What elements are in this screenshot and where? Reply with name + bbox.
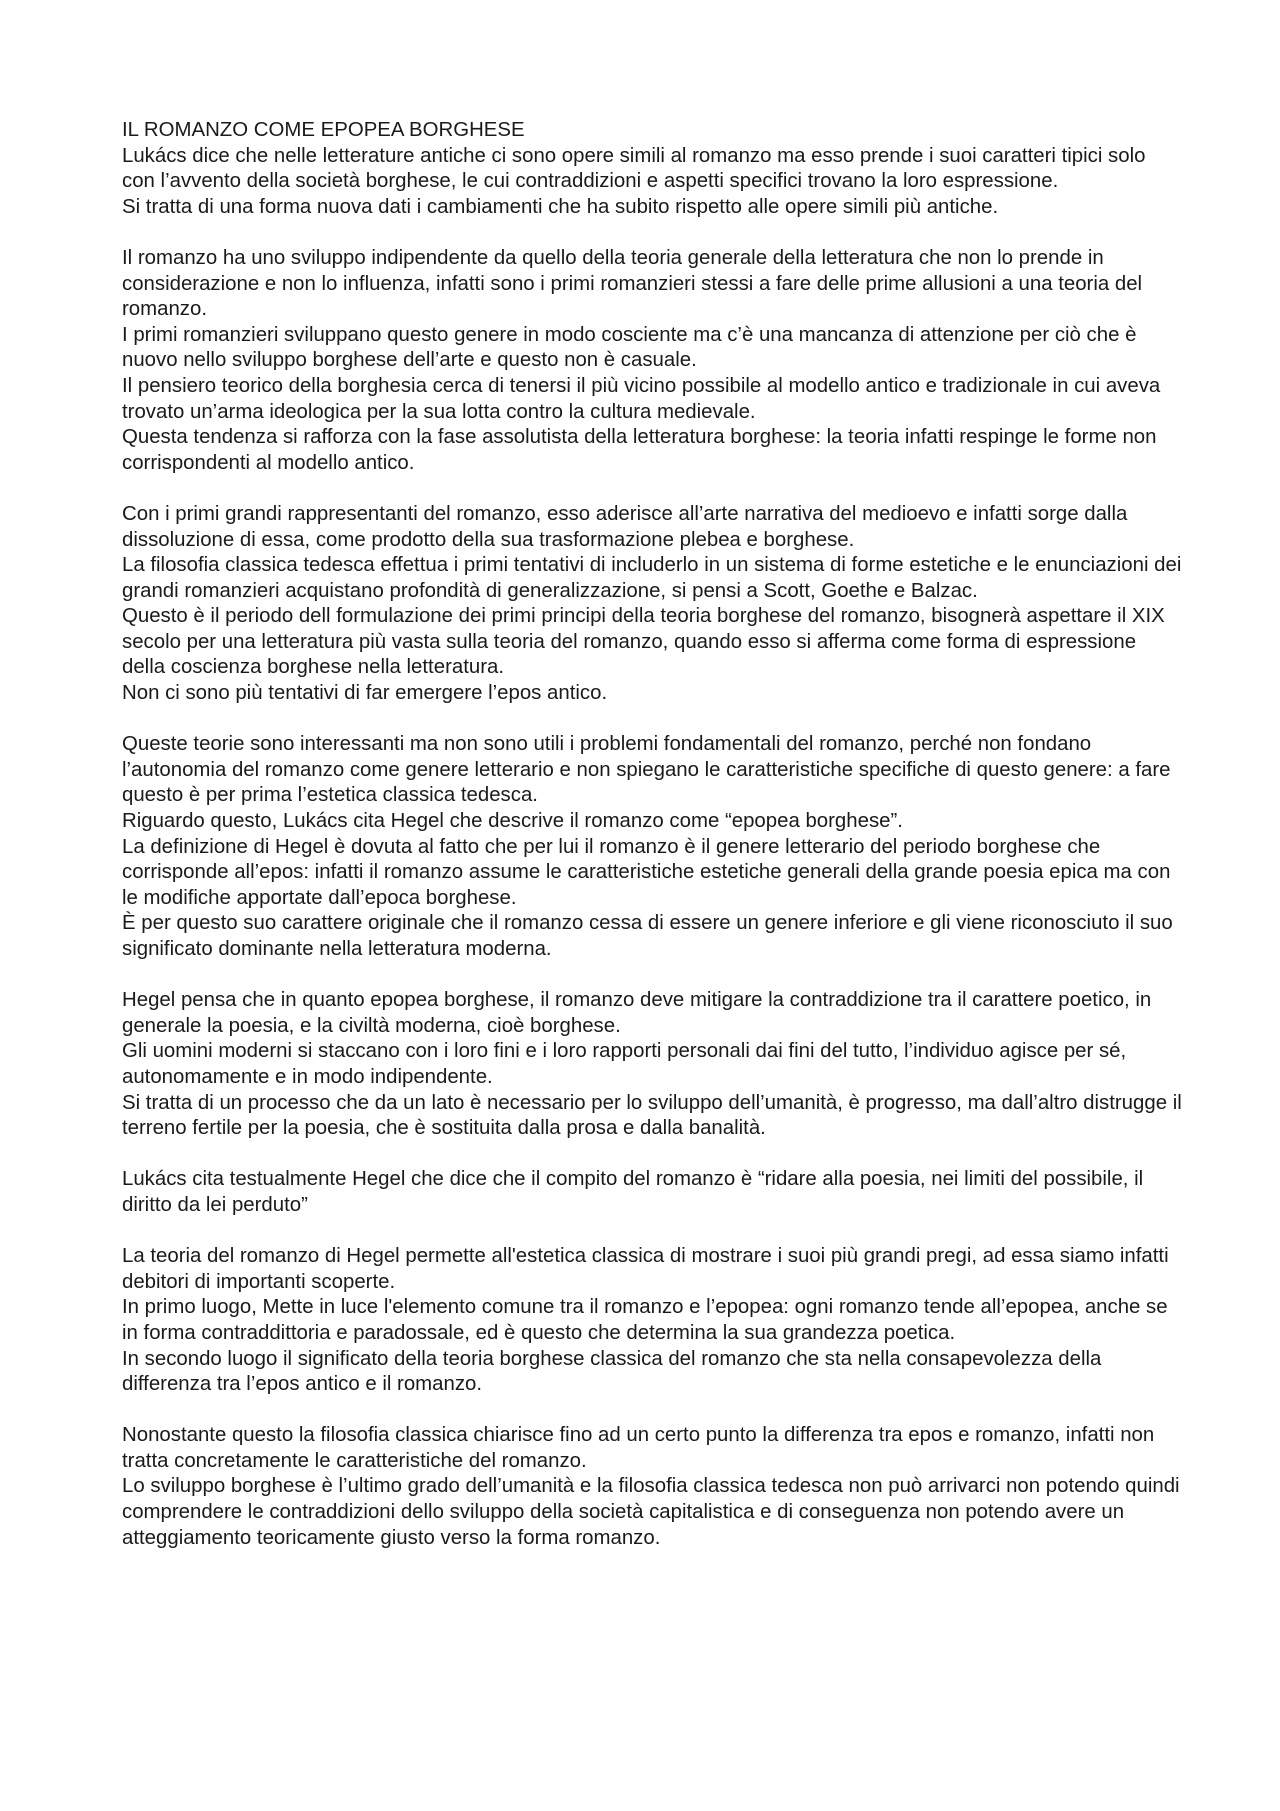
paragraph: La filosofia classica tedesca effettua i primi tentativi di includerlo in un sistema di forme estetiche e le enunciazioni dei grandi romanzieri acquistano profondità di generalizzazione, si pensi a Scott, Goethe e Balzac. — [122, 554, 1182, 602]
paragraph: La definizione di Hegel è dovuta al fatto che per lui il romanzo è il genere letterario del periodo borghese che corrisponde all’epos: infatti il romanzo assume le caratteristiche estetiche generali della grande poesia epica ma con le modifiche apportate dall’epoca borghese. — [122, 835, 1171, 909]
paragraph-block-2 — [122, 246, 1182, 476]
paragraph: La teoria del romanzo di Hegel permette all'estetica classica di mostrare i suoi più grandi pregi, ad essa siamo infatti debitori di importanti scoperte. — [122, 1245, 1169, 1293]
paragraph: Questa tendenza si rafforza con la fase assolutista della letteratura borghese: la teoria infatti respinge le forme non corrispondenti al modello antico. — [122, 426, 1157, 474]
paragraph-block-1 — [122, 144, 1182, 221]
paragraph: Non ci sono più tentativi di far emergere l’epos antico. — [122, 682, 608, 705]
paragraph: Con i primi grandi rappresentanti del romanzo, esso aderisce all’arte narrativa del medioevo e infatti sorge dalla dissoluzione di essa, come prodotto della sua trasformazione plebea e borghese. — [122, 502, 1128, 551]
paragraph: Riguardo questo, Lukács cita Hegel che descrive il romanzo come “epopea borghese”. — [122, 810, 903, 833]
paragraph-block-4 — [122, 732, 1182, 962]
paragraph: Nonostante questo la filosofia classica chiarisce fino ad un certo punto la differenza tra epos e romanzo, infatti non tratta concretamente le caratteristiche del romanzo. — [122, 1424, 1155, 1472]
paragraph: È per questo suo carattere originale che il romanzo cessa di essere un genere inferiore e gli viene riconosciuto il suo significato dominante nella letteratura moderna. — [122, 912, 1173, 960]
paragraph-block-5 — [122, 988, 1182, 1142]
paragraph: Lo sviluppo borghese è l’ultimo grado dell’umanità e la filosofia classica tedesca non può arrivarci non potendo quindi comprendere le contraddizioni dello sviluppo della società capitalistica e di conseguenza non potendo avere un atteggiamento teoricamente giusto verso la forma romanzo. — [122, 1475, 1180, 1549]
paragraph: Gli uomini moderni si staccano con i loro fini e i loro rapporti personali dai fini del tutto, l’individuo agisce per sé, autonomamente e in modo indipendente. — [122, 1040, 1127, 1088]
document-title: IL ROMANZO COME EPOPEA BORGHESE — [122, 119, 525, 141]
paragraph: Questo è il periodo dell formulazione dei primi principi della teoria borghese del romanzo, bisognerà aspettare il XIX secolo per una letteratura più vasta sulla teoria del romanzo, quando esso si afferma come forma di espressione della coscienza borghese nella letteratura. — [122, 605, 1165, 679]
paragraph: Il pensiero teorico della borghesia cerca di tenersi il più vicino possibile al modello antico e tradizionale in cui aveva trovato un’arma ideologica per la sua lotta contro la cultura medievale. — [122, 374, 1161, 423]
paragraph: I primi romanzieri sviluppano questo genere in modo cosciente ma c’è una mancanza di attenzione per ciò che è nuovo nello sviluppo borghese dell’arte e questo non è casuale. — [122, 323, 1137, 372]
paragraph: Il romanzo ha uno sviluppo indipendente da quello della teoria generale della letteratura che non lo prende in considerazione e non lo influenza, infatti sono i primi romanzieri stessi a fare delle prime allusioni a una teoria del romanzo. — [122, 246, 1143, 321]
paragraph: In primo luogo, Mette in luce l'elemento comune tra il romanzo e l’epopea: ogni romanzo tende all’epopea, anche se in forma contraddittoria e paradossale, ed è questo che determina la sua grandezza poetica. — [122, 1296, 1168, 1344]
paragraph: Hegel pensa che in quanto epopea borghese, il romanzo deve mitigare la contraddizione tra il carattere poetico, in generale la poesia, e la civiltà moderna, cioè borghese. — [122, 989, 1152, 1037]
document-page — [122, 118, 1182, 1577]
paragraph-block-8 — [122, 1423, 1182, 1551]
paragraph-block-7 — [122, 1244, 1182, 1398]
paragraph: Queste teorie sono interessanti ma non sono utili i problemi fondamentali del romanzo, perché non fondano l’autonomia del romanzo come genere letterario e non spiegano le caratteristiche specifiche di questo genere: a fare questo è per prima l’estetica classica tedesca. — [122, 733, 1171, 807]
paragraph: Si tratta di un processo che da un lato è necessario per lo sviluppo dell’umanità, è progresso, ma dall’altro distrugge il terreno fertile per la poesia, che è sostituita dalla prosa e dalla banalità. — [122, 1091, 1182, 1140]
paragraph: In secondo luogo il significato della teoria borghese classica del romanzo che sta nella consapevolezza della differenza tra l’epos antico e il romanzo. — [122, 1347, 1102, 1396]
paragraph-block-3 — [122, 502, 1182, 707]
paragraph: Si tratta di una forma nuova dati i cambiamenti che ha subito rispetto alle opere simili più antiche. — [122, 195, 999, 218]
paragraph: Lukács dice che nelle letterature antiche ci sono opere simili al romanzo ma esso prende i suoi caratteri tipici solo con l’avvento della società borghese, le cui contraddizioni e aspetti specifici trovano la loro espressione. — [122, 144, 1146, 193]
paragraph-block-6 — [122, 1167, 1182, 1218]
paragraph: Lukács cita testualmente Hegel che dice che il compito del romanzo è “ridare alla poesia, nei limiti del possibile, il diritto da lei perduto” — [122, 1168, 1144, 1216]
